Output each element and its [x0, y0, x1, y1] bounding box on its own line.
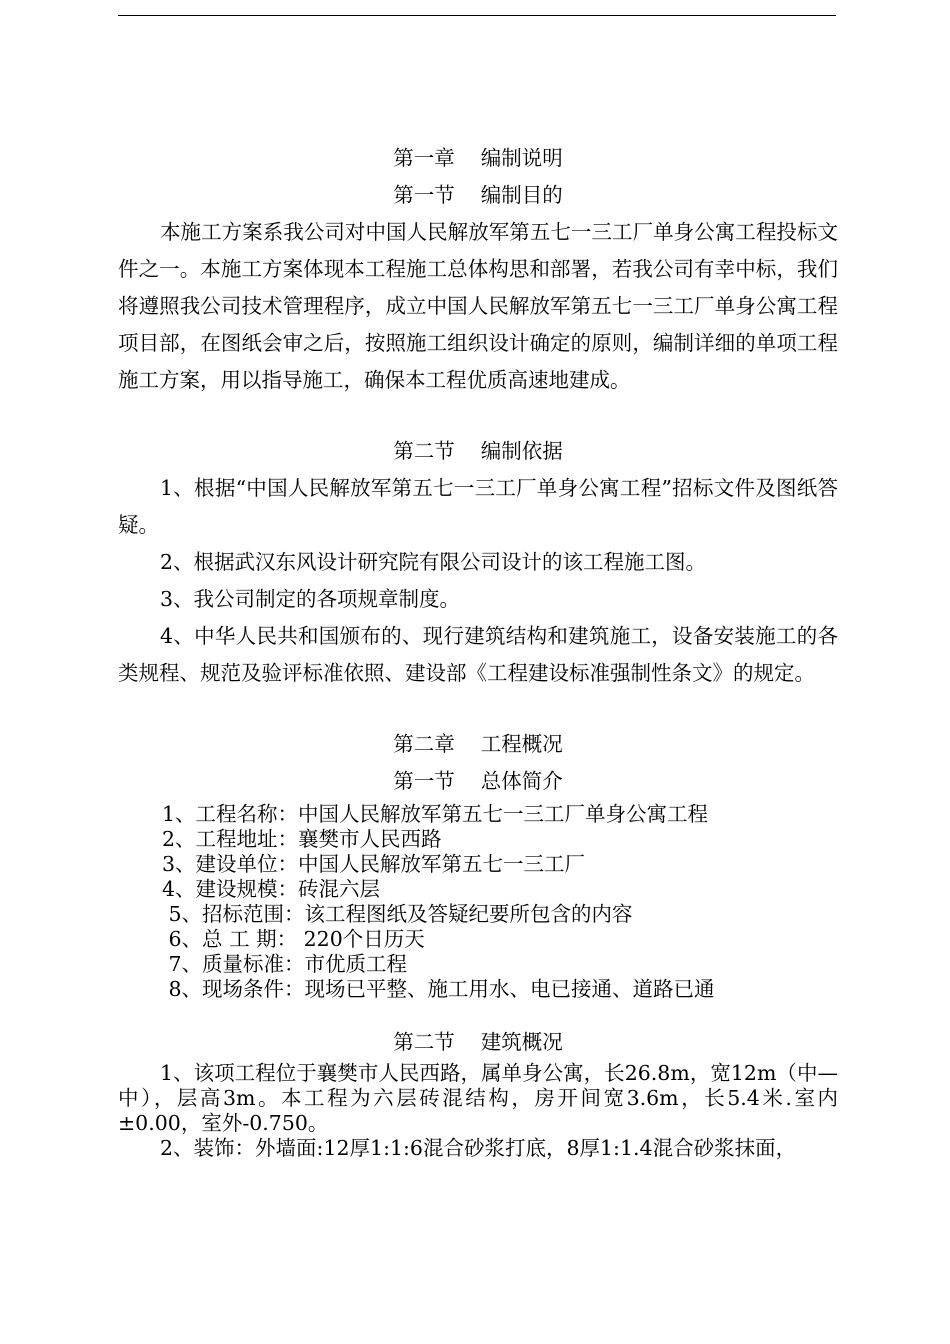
- overview-item: 4、建设规模：砖混六层: [162, 877, 381, 901]
- section-2-1-title: 第一节 总体简介: [393, 769, 563, 793]
- overview-item: 3、建设单位：中国人民解放军第五七一三工厂: [162, 852, 586, 876]
- overview-item: 2、工程地址：襄樊市人民西路: [162, 827, 442, 851]
- building-item-2: 2、装饰：外墙面:12厚1:1:6混合砂浆打底，8厚1:1.4混合砂浆抹面，: [160, 1136, 797, 1160]
- overview-item: 8、现场条件：现场已平整、施工用水、电已接通、道路已通: [162, 977, 715, 1001]
- section-1-1-title: 第一节 编制目的: [393, 183, 563, 207]
- basis-item-2: 2、根据武汉东风设计研究院有限公司设计的该工程施工图。: [160, 550, 707, 574]
- chapter-1-title: 第一章 编制说明: [393, 146, 563, 170]
- basis-item-1: 1、根据“中国人民解放军第五七一三工厂单身公寓工程”招标文件及图纸答疑。: [118, 476, 838, 537]
- building-item-1: 1、该项工程位于襄樊市人民西路，属单身公寓，长26.8m，宽12m（中—中），层高3m。本工程为六层砖混结构，房开间宽3.6m，长5.4米.室内±0.00，室外-0.750。: [118, 1061, 838, 1135]
- basis-item-3: 3、我公司制定的各项规章制度。: [160, 587, 461, 611]
- overview-item: 7、质量标准：市优质工程: [162, 952, 408, 976]
- chapter-2-title: 第二章 工程概况: [393, 732, 563, 756]
- overview-list: [118, 802, 838, 1002]
- basis-item-4: 4、中华人民共和国颁布的、现行建筑结构和建筑施工，设备安装施工的各类规程、规范及验评标准依照、建设部《工程建设标准强制性条文》的规定。: [118, 624, 838, 685]
- section-1-2-title: 第二节 编制依据: [393, 439, 563, 463]
- section-1-1-body: 本施工方案系我公司对中国人民解放军第五七一三工厂单身公寓工程投标文件之一。本施工方案体现本工程施工总体构思和部署，若我公司有幸中标，我们将遵照我公司技术管理程序，成立中国人民解放军第五七一三工厂单身公寓工程项目部，在图纸会审之后，按照施工组织设计确定的原则，编制详细的单项工程施工方案，用以指导施工，确保本工程优质高速地建成。: [118, 220, 838, 392]
- document-body: [118, 140, 838, 1161]
- overview-item: 5、招标范围：该工程图纸及答疑纪要所包含的内容: [162, 902, 633, 926]
- section-2-2-title: 第二节 建筑概况: [393, 1030, 563, 1054]
- overview-item: 6、总 工 期： 220个日历天: [162, 927, 425, 951]
- header-rule: [118, 15, 836, 16]
- overview-item: 1、工程名称：中国人民解放军第五七一三工厂单身公寓工程: [162, 802, 709, 826]
